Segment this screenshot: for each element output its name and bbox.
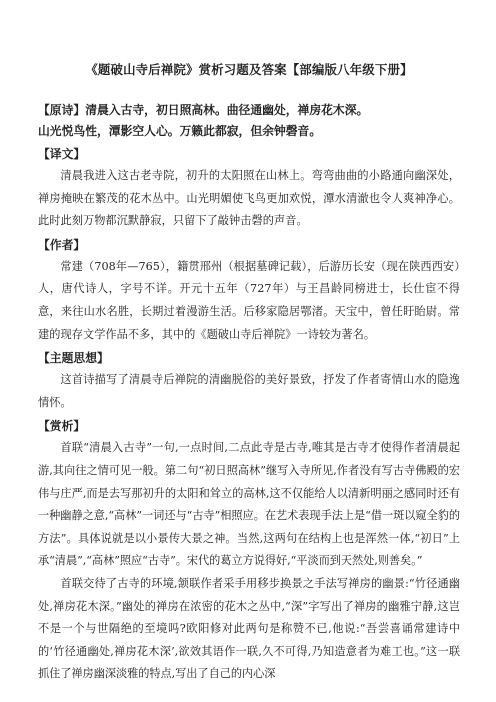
section-body-translation: 清晨我进入这古老寺院，初升的太阳照在山林上。弯弯曲曲的小路通向幽深处，禅房掩映在繁茂的花木丛中。山光明媚使飞鸟更加欢悦，潭水清澈也令人爽神净心。此时此刻万物都沉默静寂，只留下了敲钟击磬的声音。 [38,169,460,228]
section-heading-theme: 【主题思想】 [38,351,109,366]
section-heading-translation: 【译文】 [38,147,86,161]
poem-line-1: 【原诗】清晨入古寺，初日照高林。曲径通幽处，禅房花木深。 [38,103,369,117]
poem-line-2: 山光悦鸟性，潭影空人心。万籁此都寂，但余钟磬音。 [38,124,322,138]
section-heading-author: 【作者】 [38,237,86,252]
section-body-author: 常建（708年—765），籍贯邢州（根据墓碑记载），后游历长安（现在陕西西安）人，唐代诗人，字号不详。开元十五年（727年）与王昌龄同榜进士，长仕宦不得意，来往山水名胜，长期过着漫游生活。后移家隐居鄂渚。天宝中，曾任盱眙尉。常建的现存文学作品不多，其中的《题破山寺后禅院》一诗较为著名。 [38,259,460,341]
document-title: 《题破山寺后禅院》赏析习题及答案【部编版八年级下册】 [85,62,413,77]
appreciation-paragraph-2: 首联交待了古寺的环境,颔联作者采手用移步换景之手法写禅房的幽景:“竹径通幽处,禅房花木深。”幽处的禅房在浓密的花木之丛中,“深”字写出了禅房的幽雅宁静,这岂不是一个与世隔绝的至境吗?欧阳修对此两句是称赞不已,他说:“吾尝喜诵常建诗中的‘竹径通幽处,禅房花木深’,欲效其语作一联,久不可得,乃知造意者为难工也。”这一联抓住了禅房幽深淡雅的特点,写出了自己的内心深 [38,576,460,681]
appreciation-paragraph-1: 首联“清晨入古寺”一句,一点时间,二点此寺是古寺,唯其是古寺才使得作者清晨起游,其向往之情可见一般。第二句“初日照高林”继写入寺所见,作者没有写古寺佛殿的宏伟与庄严,而是去写那初升的太阳和耸立的高林,这不仅能给人以清新明丽之感同时还有一种幽静之意,“高林”一词还与“古寺”相照应。在艺术表现手法上是“借一斑以窥全豹的方法”。具体说就是以小景传大景之神。当然,这两句在结构上也是浑然一体,“初日”上承“清晨”,“高林”照应“古寺”。宋代的葛立方说得好,“平淡而到天然处,则善矣。” [38,441,460,568]
section-body-theme: 这首诗描写了清晨寺后禅院的清幽脱俗的美好景致，抒发了作者寄情山水的隐逸情怀。 [38,373,460,409]
section-heading-appreciation: 【赏析】 [38,419,86,434]
